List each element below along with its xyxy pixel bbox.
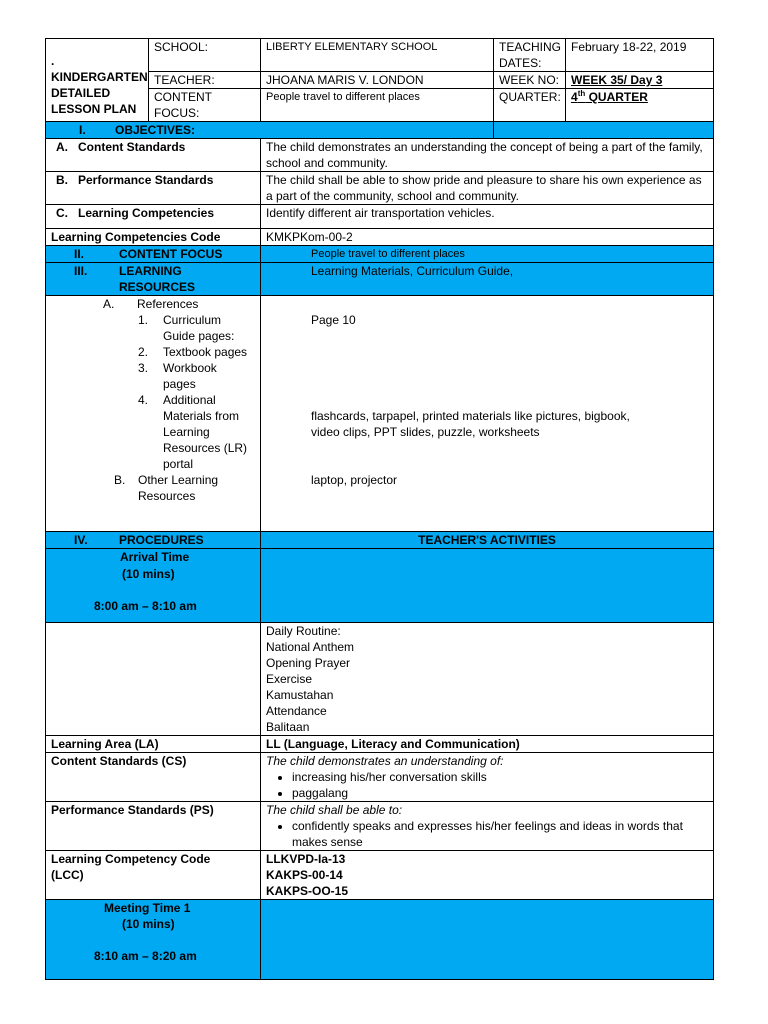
lcc-codes xyxy=(261,851,714,900)
objective-value: The child shall be able to show pride and pleasure to share his own experience as a part of the community, school and community. xyxy=(261,172,714,205)
lcc-label: Learning Competency Code (LCC) xyxy=(46,851,261,900)
objectives-heading: I. OBJECTIVES: xyxy=(46,122,494,139)
learning-area-value: LL (Language, Literacy and Communication) xyxy=(261,736,714,753)
lesson-plan-table xyxy=(45,38,714,980)
objective-row: A. Content Standards The child demonstrates an understanding the concept of being a part of the family, school and community. xyxy=(46,139,714,172)
competencies-code-value: KMKPKom-00-2 xyxy=(261,229,714,246)
arrival-duration: (10 mins) xyxy=(122,567,175,581)
content-focus-value: People travel to different places xyxy=(261,89,494,122)
curriculum-page-value: Page 10 xyxy=(311,313,356,327)
objective-value: Identify different air transportation vehicles. xyxy=(261,205,714,229)
doc-label: KINDERGARTEN DETAILED LESSON PLAN xyxy=(51,70,148,116)
learning-resources-value: Learning Materials, Curriculum Guide, xyxy=(261,263,714,296)
routine-item: National Anthem xyxy=(266,640,355,654)
quarter-value: 4th QUARTER xyxy=(566,89,714,122)
reference-item: 4. Additional Materials from Learning Resources (LR) portal xyxy=(138,393,248,471)
meeting-time-range: 8:10 am – 8:20 am xyxy=(94,949,197,963)
objective-row: B. Performance Standards The child shall be able to show pride and pleasure to share his own experience as a part of the community, school and community. xyxy=(46,172,714,205)
doc-label-dot: . xyxy=(51,54,55,68)
meeting-time-title: Meeting Time 1 xyxy=(104,901,191,915)
reference-item: 3. Workbook pages xyxy=(138,361,217,391)
content-standard-bullet: • increasing his/her conversation skills xyxy=(292,769,708,785)
content-standards-label: Content Standards (CS) xyxy=(46,753,261,802)
content-focus-label: CONTENT FOCUS: xyxy=(149,89,261,122)
daily-routine-title: Daily Routine: xyxy=(266,624,341,638)
arrival-time-cell xyxy=(46,549,261,623)
school-label: SCHOOL: xyxy=(149,39,261,72)
daily-routine xyxy=(261,623,714,736)
lcc-code: KAKPS-00-14 xyxy=(266,868,343,882)
reference-item: 2. Textbook pages xyxy=(138,345,248,359)
additional-materials-value: flashcards, tarpapel, printed materials like pictures, bigbook, video clips, PPT slides, puzzle, worksheets xyxy=(311,409,630,439)
other-resources-value: laptop, projector xyxy=(311,473,398,487)
teaching-dates-value: February 18-22, 2019 xyxy=(566,39,714,72)
content-standards-intro: The child demonstrates an understanding of: xyxy=(266,754,504,768)
performance-standards-label: Performance Standards (PS) xyxy=(46,802,261,851)
routine-item: Balitaan xyxy=(266,720,310,734)
objective-value: The child demonstrates an understanding the concept of being a part of the family, school and community. xyxy=(261,139,714,172)
competencies-code-label: Learning Competencies Code xyxy=(46,229,261,246)
routine-item: Exercise xyxy=(266,672,313,686)
lcc-code: LLKVPD-Ia-13 xyxy=(266,852,346,866)
objectives-heading-blank xyxy=(494,122,714,139)
teachers-activities-heading: TEACHER'S ACTIVITIES xyxy=(261,532,714,549)
content-focus-heading-value: People travel to different places xyxy=(261,246,714,263)
routine-blank xyxy=(46,623,261,736)
procedures-heading: IV. PROCEDURES xyxy=(46,532,261,549)
week-value: WEEK 35/ Day 3 xyxy=(566,72,714,89)
teacher-label: TEACHER: xyxy=(149,72,261,89)
week-label: WEEK NO: xyxy=(494,72,566,89)
references-list: A. References 1. Curriculum Guide pages: 2. Textbook pages 3. Workbook pages 4. Additional Materials from Learning Resources (LR) portal B. Other Learning Resources xyxy=(46,296,261,532)
performance-standards-value xyxy=(261,802,714,851)
lcc-code: KAKPS-OO-15 xyxy=(266,884,349,898)
reference-item: 1. Curriculum Guide pages: xyxy=(138,313,235,343)
arrival-time-blank xyxy=(261,549,714,623)
content-standards-value xyxy=(261,753,714,802)
teacher-value: JHOANA MARIS V. LONDON xyxy=(261,72,494,89)
routine-item: Attendance xyxy=(266,704,327,718)
learning-area-label: Learning Area (LA) xyxy=(46,736,261,753)
content-focus-heading: II. CONTENT FOCUS xyxy=(46,246,261,263)
arrival-time-range: 8:00 am – 8:10 am xyxy=(94,599,197,613)
arrival-time-title: Arrival Time xyxy=(120,550,190,564)
routine-item: Kamustahan xyxy=(266,688,334,702)
doc-label-cell xyxy=(46,39,149,122)
quarter-label: QUARTER: xyxy=(494,89,566,122)
meeting-time-cell xyxy=(46,900,261,980)
performance-standards-intro: The child shall be able to: xyxy=(266,803,403,817)
objective-row: C. Learning Competencies Identify different air transportation vehicles. xyxy=(46,205,714,229)
teaching-dates-label: TEACHING DATES: xyxy=(494,39,566,72)
references-values xyxy=(261,296,714,532)
school-value: LIBERTY ELEMENTARY SCHOOL xyxy=(261,39,494,72)
performance-standard-bullet: • confidently speaks and expresses his/her feelings and ideas in words that makes sense xyxy=(292,818,708,850)
routine-item: Opening Prayer xyxy=(266,656,351,670)
learning-resources-heading: III. LEARNING RESOURCES xyxy=(46,263,261,296)
meeting-time-blank xyxy=(261,900,714,980)
meeting-duration: (10 mins) xyxy=(122,917,175,931)
content-standard-bullet: • paggalang xyxy=(292,785,708,801)
